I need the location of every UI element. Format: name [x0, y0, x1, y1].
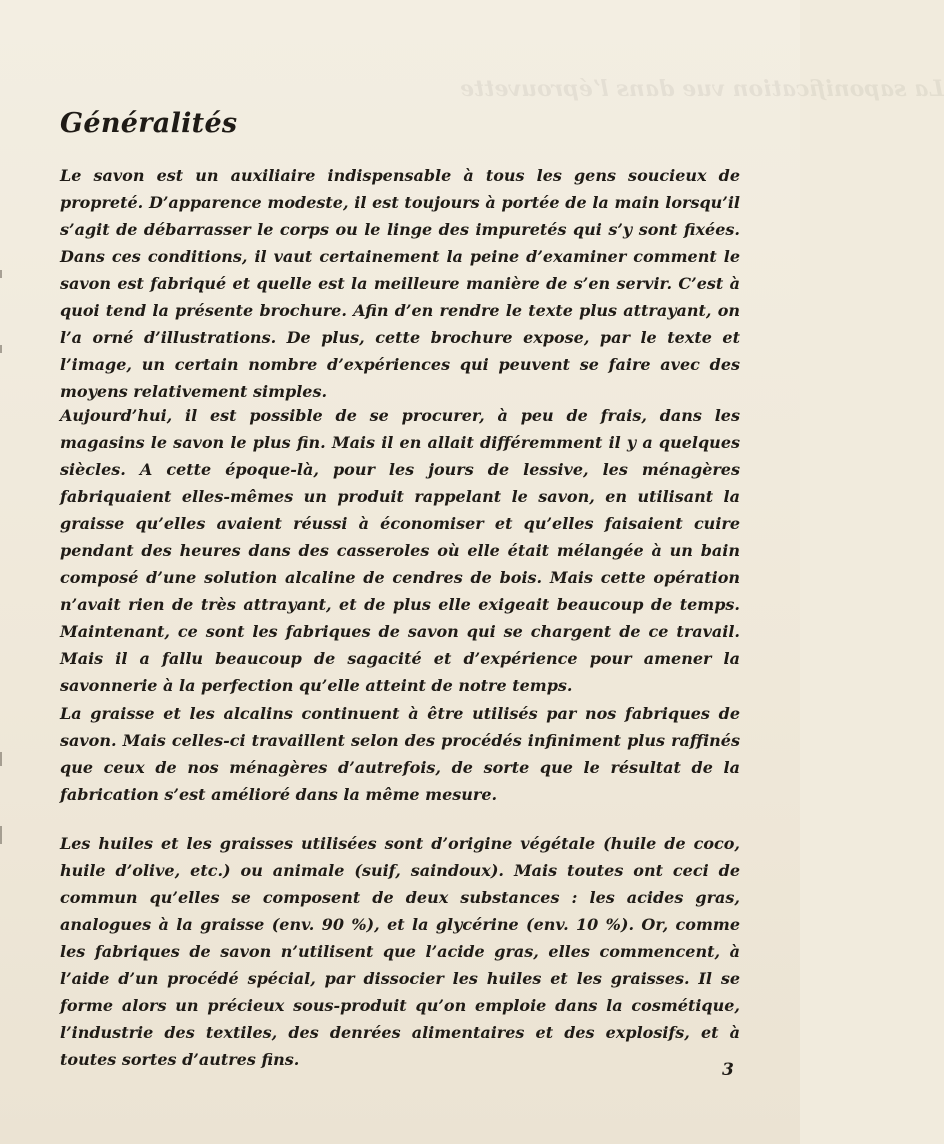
edge-mark: [0, 752, 2, 766]
show-through-text: La saponification vue dans l’éprouvette: [460, 76, 944, 102]
paragraph-composition: Les huiles et les graisses utilisées sont d’origine végétale (huile de coco, huile d’olive, etc.) ou animale (suif, saindoux). Mais toutes ont ceci de commun qu’elles se composent de deux substances : les acides gras, analogues à la graisse (env. 90 %), et la glycérine (env. 10 %). Or, comme les fabriques de savon n’utilisent que l’acide gras, elles commencent, à l’aide d’un procédé spécial, par dissocier les huiles et les graisses. Il se forme alors un précieux sous-produit qu’on emploie dans la cosmétique, l’industrie des textiles, des denrées alimentaires et des explosifs, et à toutes sortes d’autres fins.: [60, 834, 740, 1069]
section-heading: Généralités: [60, 108, 238, 139]
paragraph-intro: Le savon est un auxiliaire indispensable à tous les gens soucieux de propreté. D’apparence modeste, il est toujours à portée de la main lorsqu’il s’agit de débarrasser le corps ou le linge des impuretés qui s’y sont fixées. Dans ces conditions, il vaut certainement la peine d’examiner comment le savon est fabriqué et quelle est la meilleure manière de s’en servir. C’est à quoi tend la présente brochure. Afin d’en rendre le texte plus attrayant, on l’a orné d’illustrations. De plus, cette brochure expose, par le texte et l’image, un certain nombre d’expériences qui peuvent se faire avec des moyens relativement simples.: [60, 166, 740, 401]
edge-mark: [0, 270, 2, 278]
edge-mark: [0, 826, 2, 844]
edge-mark: [0, 345, 2, 353]
paragraph-history: Aujourd’hui, il est possible de se procurer, à peu de frais, dans les magasins le savon le plus fin. Mais il en allait différemment il y a quelques siècles. A cette époque-là, pour les jours de lessive, les ménagères fabriquaient elles-mêmes un produit rappelant le savon, en utilisant la graisse qu’elles avaient réussi à économiser et qu’elles faisaient cuire pendant des heures dans des casseroles où elle était mélangée à un bain composé d’une solution alcaline de cendres de bois. Mais cette opération n’avait rien de très attrayant, et de plus elle exigeait beaucoup de temps. Maintenant, ce sont les fabriques de savon qui se chargent de ce travail. Mais il a fallu beaucoup de sagacité et d’expérience pour amener la savonnerie à la perfection qu’elle atteint de notre temps.: [60, 406, 740, 695]
page-number: 3: [722, 1060, 734, 1080]
paragraph-methods: La graisse et les alcalins continuent à être utilisés par nos fabriques de savon. Mais celles-ci travaillent selon des procédés infiniment plus raffinés que ceux de nos ménagères d’autrefois, de sorte que le résultat de la fabrication s’est amélioré dans la même mesure.: [60, 704, 740, 804]
